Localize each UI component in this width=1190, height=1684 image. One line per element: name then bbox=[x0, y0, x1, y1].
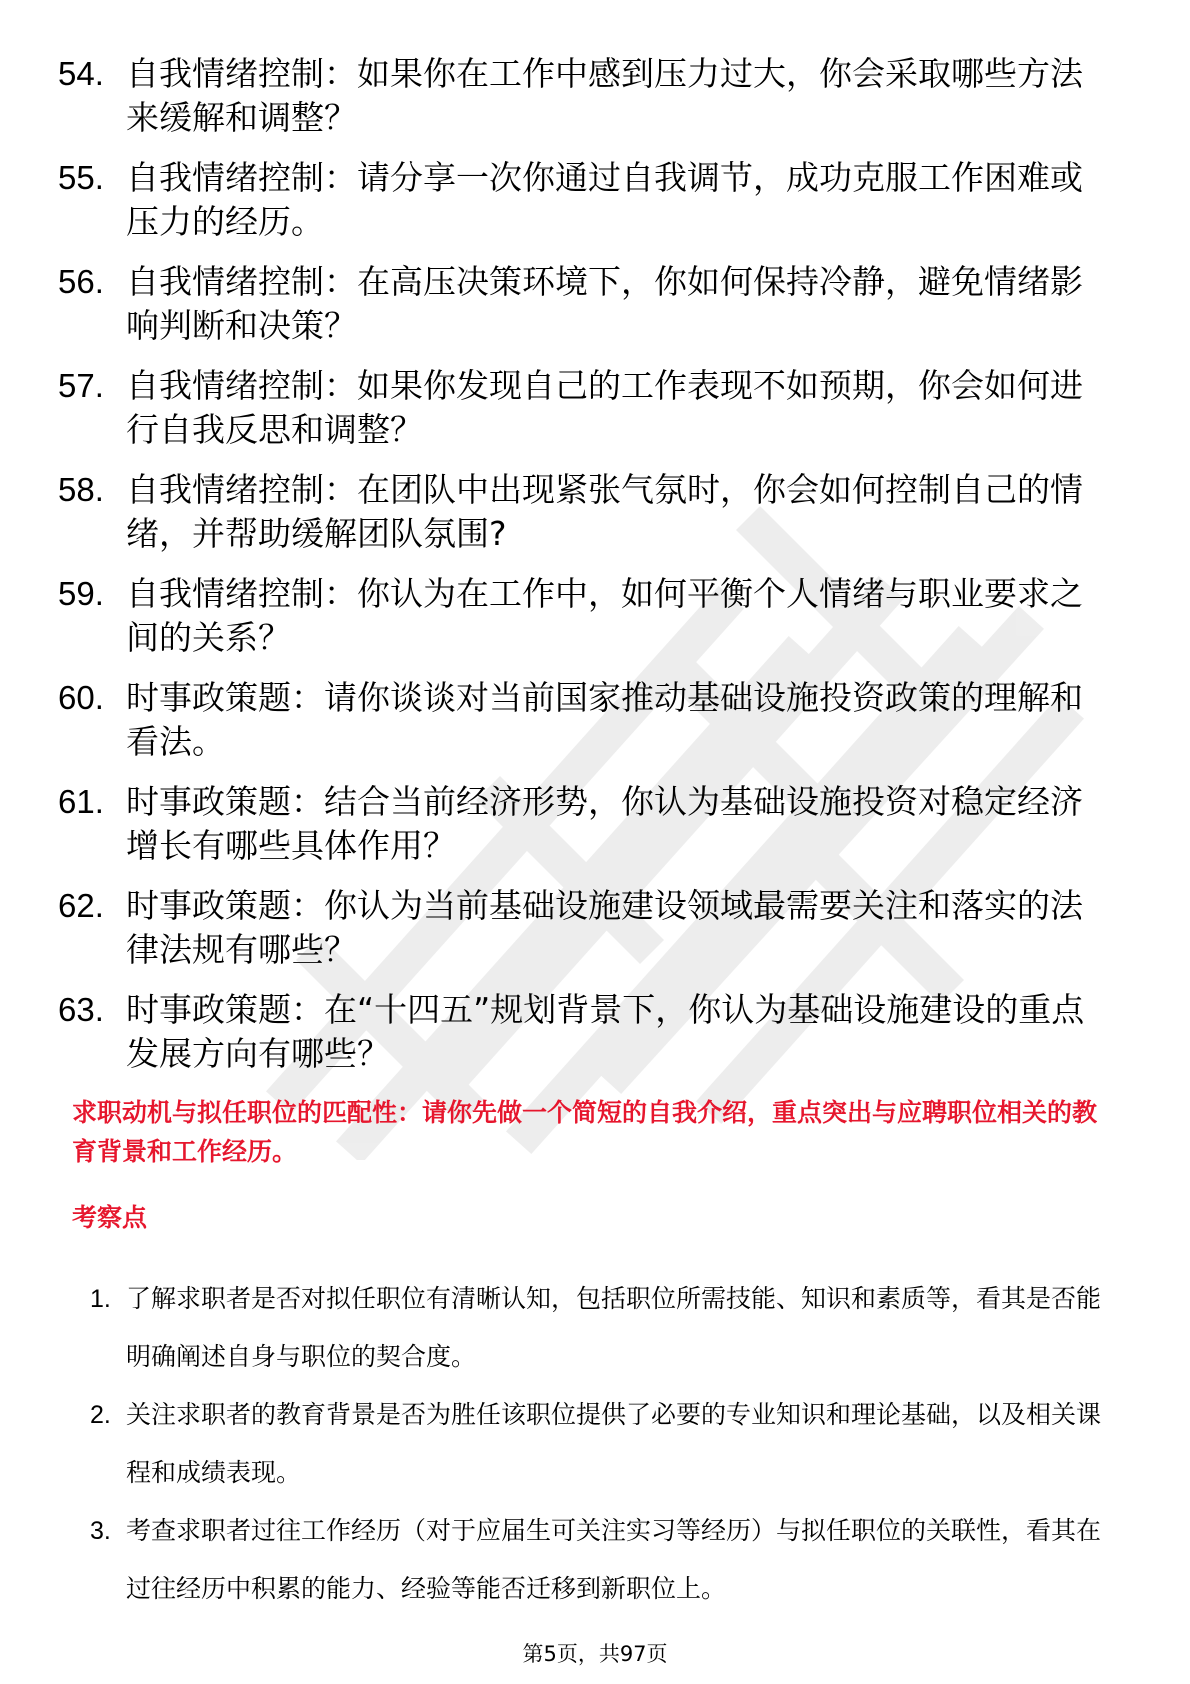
question-text: 自我情绪控制：在高压决策环境下，你如何保持冷静，避免情绪影响判断和决策？ bbox=[126, 262, 1083, 345]
question-text: 自我情绪控制：在团队中出现紧张气氛时，你会如何控制自己的情绪，并帮助缓解团队氛围? bbox=[126, 470, 1083, 553]
question-text: 时事政策题：请你谈谈对当前国家推动基础设施投资政策的理解和看法。 bbox=[126, 678, 1083, 761]
highlight-question: 求职动机与拟任职位的匹配性：请你先做一个简短的自我介绍，重点突出与应聘职位相关的教育背景和工作经历。 bbox=[72, 1098, 1098, 1166]
question-item bbox=[58, 364, 1108, 452]
question-text: 自我情绪控制：请分享一次你通过自我调节，成功克服工作困难或压力的经历。 bbox=[126, 158, 1083, 241]
assessment-point-text: 了解求职者是否对拟任职位有清晰认知，包括职位所需技能、知识和素质等，看其是否能明确阐述自身与职位的契合度。 bbox=[126, 1284, 1102, 1371]
assessment-point-number: 2. bbox=[90, 1401, 111, 1429]
assessment-point-item bbox=[90, 1270, 1120, 1386]
question-number: 58. bbox=[58, 471, 104, 508]
question-item bbox=[58, 468, 1108, 556]
question-item bbox=[58, 988, 1108, 1076]
question-number: 60. bbox=[58, 679, 104, 716]
question-item bbox=[58, 572, 1108, 660]
question-list bbox=[58, 52, 1108, 1092]
question-text: 自我情绪控制：如果你在工作中感到压力过大，你会采取哪些方法来缓解和调整？ bbox=[126, 54, 1083, 137]
question-item bbox=[58, 52, 1108, 140]
question-number: 57. bbox=[58, 367, 104, 404]
question-text: 时事政策题：在“十四五”规划背景下，你认为基础设施建设的重点发展方向有哪些？ bbox=[126, 990, 1085, 1073]
question-item bbox=[58, 884, 1108, 972]
question-number: 56. bbox=[58, 263, 104, 300]
assessment-points-list bbox=[90, 1270, 1120, 1618]
assessment-point-item bbox=[90, 1386, 1120, 1502]
question-item bbox=[58, 780, 1108, 868]
question-number: 62. bbox=[58, 887, 104, 924]
question-text: 自我情绪控制：如果你发现自己的工作表现不如预期，你会如何进行自我反思和调整？ bbox=[126, 366, 1083, 449]
assessment-point-number: 1. bbox=[90, 1285, 111, 1313]
question-text: 时事政策题：你认为当前基础设施建设领域最需要关注和落实的法律法规有哪些？ bbox=[126, 886, 1083, 969]
page-footer: 第5页，共97页 bbox=[522, 1642, 668, 1666]
assessment-points-title: 考察点 bbox=[72, 1203, 148, 1232]
question-item bbox=[58, 676, 1108, 764]
question-number: 59. bbox=[58, 575, 104, 612]
question-number: 61. bbox=[58, 783, 104, 820]
question-item bbox=[58, 260, 1108, 348]
assessment-point-text: 考查求职者过往工作经历（对于应届生可关注实习等经历）与拟任职位的关联性，看其在过往经历中积累的能力、经验等能否迁移到新职位上。 bbox=[126, 1516, 1102, 1603]
assessment-point-text: 关注求职者的教育背景是否为胜任该职位提供了必要的专业知识和理论基础，以及相关课程和成绩表现。 bbox=[126, 1400, 1102, 1487]
question-number: 55. bbox=[58, 159, 104, 196]
question-number: 63. bbox=[58, 991, 104, 1028]
question-text: 时事政策题：结合当前经济形势，你认为基础设施投资对稳定经济增长有哪些具体作用？ bbox=[126, 782, 1083, 865]
assessment-point-number: 3. bbox=[90, 1517, 111, 1545]
question-text: 自我情绪控制：你认为在工作中，如何平衡个人情绪与职业要求之间的关系？ bbox=[126, 574, 1083, 657]
question-number: 54. bbox=[58, 55, 104, 92]
assessment-point-item bbox=[90, 1502, 1120, 1618]
question-item bbox=[58, 156, 1108, 244]
